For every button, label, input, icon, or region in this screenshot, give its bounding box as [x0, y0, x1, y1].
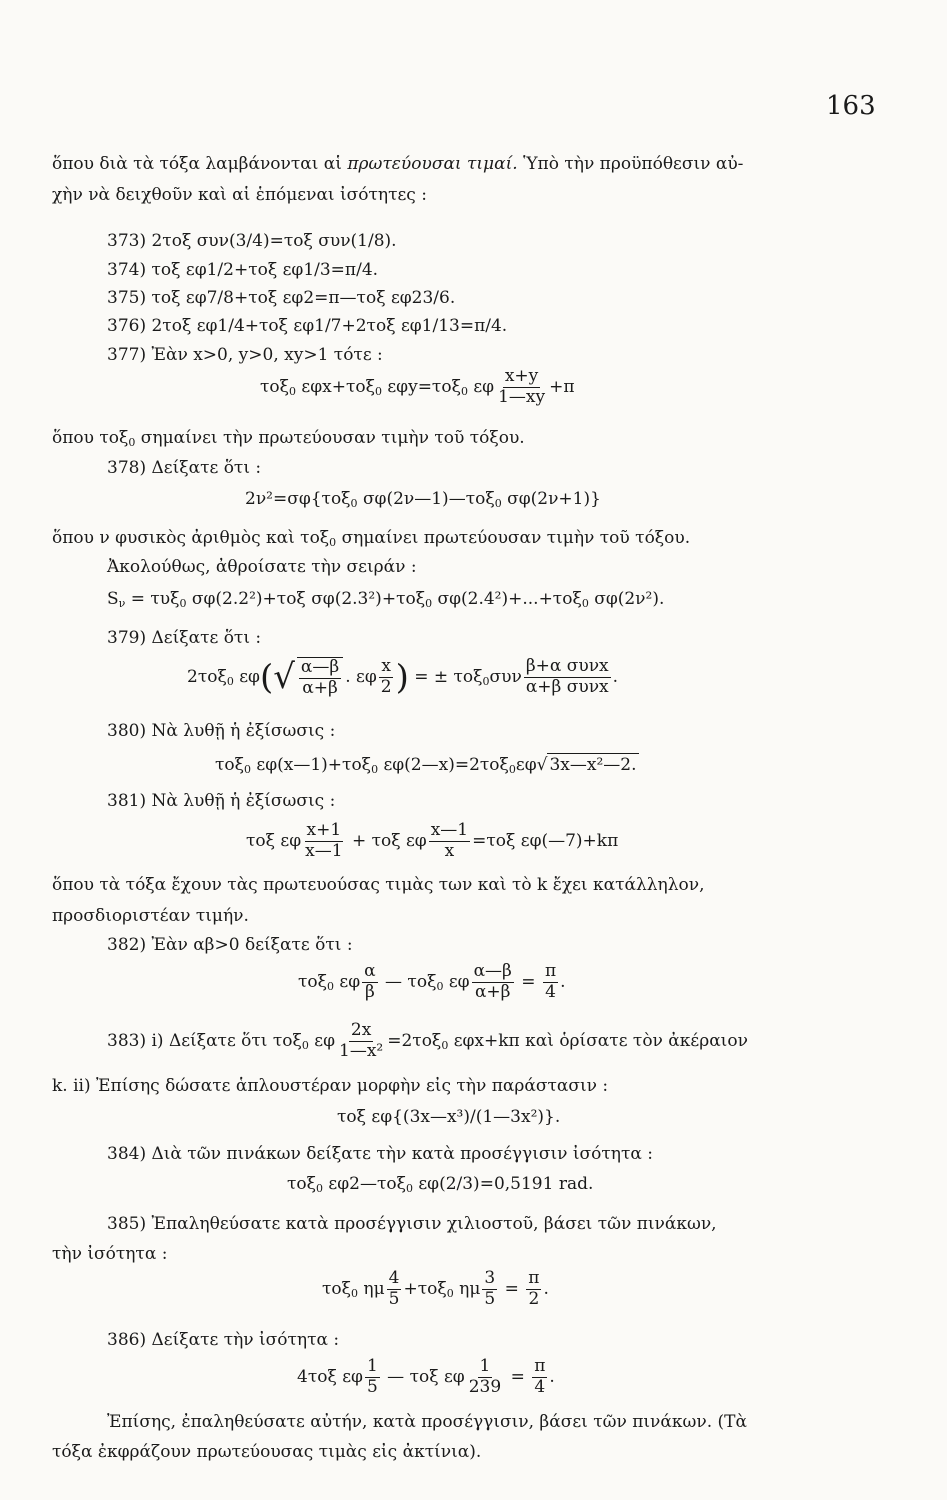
subscript-zero: 0 [371, 763, 379, 776]
numerator: β+α συνx [525, 656, 609, 676]
eq-text: = [510, 1366, 525, 1387]
text: σημαίνει τὴν πρωτεύουσαν τιμὴν τοῦ τόξου. [140, 428, 525, 448]
line-381b: ὅπου τὰ τόξα ἔχουν τὰς πρωτευούσας τιμὰς των καὶ τὸ k ἔχει κατάλληλον, [52, 875, 705, 895]
intro-line-1-text: ὅπου διὰ τὰ τόξα λαμβάνονται αἱ [52, 154, 342, 174]
denominator: 5 [484, 1288, 496, 1309]
eq-text: 4τοξ εφ [297, 1366, 363, 1387]
denominator: 5 [388, 1288, 400, 1309]
line-385b: τὴν ἰσότητα : [52, 1244, 168, 1264]
equation-385 [322, 1270, 549, 1309]
eq-text: τοξ [215, 755, 245, 775]
eq-text: + τοξ εφ [351, 830, 427, 851]
subscript-zero: 0 [289, 384, 297, 398]
denominator: 2 [380, 676, 392, 697]
exercise-382: 382) Ἐὰν αβ>0 δείξατε ὅτι : [107, 935, 353, 955]
equation-382 [298, 963, 566, 1002]
line-383b: k. ii) Ἐπίσης δώσατε ἁπλουστέραν μορφὴν εἰς τὴν παράστασιν : [52, 1076, 609, 1096]
equation-379 [187, 657, 618, 698]
subscript-zero: 0 [508, 763, 516, 776]
exercise-379: 379) Δείξατε ὅτι : [107, 628, 262, 648]
eq-text: . [612, 666, 619, 687]
exercise-380: 380) Νὰ λυθῇ ἡ ἐξίσωσις : [107, 721, 336, 741]
numerator: π [534, 1356, 546, 1376]
subscript-zero: 0 [329, 536, 337, 549]
exercise-381: 381) Νὰ λυθῇ ἡ ἐξίσωσις : [107, 791, 336, 811]
line-386b: Ἐπίσης, ἐπαληθεύσατε αὐτήν, κατὰ προσέγγισιν, βάσει τῶν πινάκων. (Τὰ [107, 1412, 747, 1432]
subscript-zero: 0 [441, 1038, 449, 1052]
numerator: α [364, 961, 376, 981]
exercise-374: 374) τοξ εφ1/2+τοξ εφ1/3=π/4. [107, 260, 379, 280]
eq-text: σφ(2ν+1)} [507, 489, 601, 509]
eq-text: εφ [239, 666, 260, 687]
numerator: x—1 [430, 820, 469, 840]
equation-378 [245, 491, 601, 509]
eq-text: ημ [363, 1278, 385, 1299]
exercise-376: 376) 2τοξ εφ1/4+τοξ εφ1/7+2τοξ εφ1/13=π/4. [107, 316, 508, 336]
subscript-zero: 0 [179, 597, 187, 610]
exercise-384: 384) Διὰ τῶν πινάκων δείξατε τὴν κατὰ προσέγγισιν ἰσότητα : [107, 1144, 654, 1164]
square-root [273, 657, 345, 698]
subscript-zero: 0 [374, 384, 382, 398]
right-paren: ) [395, 657, 409, 698]
fraction [482, 1270, 497, 1309]
exercise-378: 378) Δείξατε ὅτι : [107, 458, 262, 478]
radical-sign: √ [536, 755, 548, 775]
equation-380 [215, 757, 639, 775]
text: σημαίνει πρωτεύουσαν τιμὴν τοῦ τόξου. [341, 528, 691, 548]
fraction [543, 963, 558, 1002]
equation-386 [297, 1358, 555, 1397]
eq-text: τοξ [260, 376, 290, 397]
denominator: α+β [302, 677, 338, 698]
subscript: ν [118, 597, 126, 610]
exercise-373: 373) 2τοξ συν(3/4)=τοξ συν(1/8). [107, 231, 397, 251]
eq-text: 383) i) Δείξατε ὅτι τοξ [107, 1030, 302, 1051]
eq-text: εφx+τοξ [301, 376, 375, 397]
fraction [362, 963, 377, 1002]
eq-text: σφ(2ν—1)—τοξ [362, 489, 495, 509]
eq-text: . [560, 971, 566, 992]
numerator: α—β [300, 657, 340, 677]
exercise-385: 385) Ἐπαληθεύσατε κατὰ προσέγγισιν χιλιοστοῦ, βάσει τῶν πινάκων, [107, 1214, 717, 1234]
eq-text: συν [489, 666, 522, 687]
denominator: 4 [545, 981, 556, 1002]
fraction [526, 1270, 541, 1309]
exercise-383 [107, 1022, 748, 1061]
fraction [524, 658, 611, 697]
eq-text: = [504, 1278, 519, 1299]
subscript-zero: 0 [581, 597, 589, 610]
denominator: x [444, 840, 455, 861]
numerator: π [544, 961, 557, 981]
subscript-zero: 0 [494, 497, 502, 510]
radicand: 3x—x²—2. [549, 755, 637, 775]
eq-text: εφ [473, 376, 495, 397]
equation-377 [260, 368, 575, 407]
exercise-386: 386) Δείξατε τὴν ἰσότητα : [107, 1330, 340, 1350]
subscript-zero: 0 [436, 979, 444, 993]
eq-text: 2ν²=σφ{τοξ [245, 489, 351, 509]
eq-text: . [549, 1366, 555, 1387]
exercise-375: 375) τοξ εφ7/8+τοξ εφ2=π—τοξ εφ23/6. [107, 288, 456, 308]
line-378c: Ἀκολούθως, ἀθροίσατε τὴν σειράν : [107, 557, 417, 577]
eq-text: = ± τοξ [414, 666, 483, 687]
radical-sign: √ [273, 657, 295, 698]
intro-line-1 [52, 156, 743, 173]
fraction [496, 368, 547, 407]
denominator: 4 [534, 1376, 546, 1397]
series-378 [107, 591, 664, 609]
eq-text: εφx+kπ καὶ ὁρίσατε τὸν ἀκέραιον [453, 1030, 748, 1051]
text: ὅπου ν φυσικὸς ἀριθμὸς καὶ τοξ [52, 528, 330, 548]
numerator: 1 [479, 1356, 491, 1376]
fraction [303, 822, 344, 861]
subscript-zero: 0 [460, 384, 468, 398]
fraction [467, 1358, 503, 1397]
eq-text: +π [549, 376, 575, 397]
numerator: π [528, 1268, 540, 1288]
eq-text: τοξ [298, 971, 328, 992]
eq-text: εφ(x—1)+τοξ [256, 755, 372, 775]
eq-text: εφ(2—x)=2τοξ [383, 755, 509, 775]
eq-text: = [521, 971, 536, 992]
eq-text: εφ [448, 971, 470, 992]
line-378b [52, 530, 690, 548]
equation-384 [287, 1176, 593, 1194]
eq-text: S [107, 589, 119, 609]
eq-text: ημ [459, 1278, 481, 1299]
eq-text: εφ [339, 971, 361, 992]
line-381c: προσδιοριστέαν τιμήν. [52, 906, 249, 926]
equation-381 [246, 822, 618, 861]
eq-text: =τοξ εφ(—7)+kπ [472, 830, 619, 851]
intro-line-1-end: Ὑπὸ τὴν προϋπόθεσιν αὐ- [523, 154, 744, 174]
denominator: 239 [468, 1376, 502, 1397]
fraction [379, 658, 394, 697]
eq-text: . εφ [345, 666, 377, 687]
numerator: 3 [484, 1268, 496, 1288]
eq-text: . [543, 1278, 549, 1299]
fraction [472, 963, 514, 1002]
fraction [429, 822, 470, 861]
text: ὅπου τοξ [52, 428, 129, 448]
numerator: x [381, 656, 391, 676]
eq-text: σφ(2.4²)+...+τοξ [437, 589, 582, 609]
exercise-377: 377) Ἐὰν x>0, y>0, xy>1 τότε : [107, 345, 383, 365]
eq-text: σφ(2.2²)+τοξ σφ(2.3²)+τοξ [191, 589, 426, 609]
subscript-zero: 0 [327, 979, 335, 993]
denominator: α+β συνx [525, 676, 609, 697]
eq-text: εφ [515, 755, 537, 775]
eq-text: 2τοξ [187, 666, 227, 687]
denominator: 2 [528, 1288, 540, 1309]
eq-text: εφ [314, 1030, 336, 1051]
eq-text: τοξ εφ [246, 830, 302, 851]
intro-line-1-italic: πρωτεύουσαι τιμαί. [347, 154, 518, 174]
denominator: 1—xy [498, 386, 546, 407]
subscript-zero: 0 [128, 436, 136, 449]
eq-text: σφ(2ν²). [594, 589, 665, 609]
line-377b [52, 430, 525, 448]
page-number: 163 [826, 91, 876, 121]
denominator: 5 [366, 1376, 378, 1397]
numerator: α—β [473, 961, 512, 981]
numerator: 4 [388, 1268, 400, 1288]
subscript-zero: 0 [351, 1286, 359, 1300]
fraction [337, 1022, 385, 1061]
subscript-zero: 0 [226, 674, 234, 688]
denominator: α+β [474, 981, 511, 1002]
eq-text: τοξ [287, 1174, 317, 1194]
intro-line-2: χὴν νὰ δειχθοῦν καὶ αἱ ἑπόμεναι ἰσότητες : [52, 185, 427, 205]
numerator: 2x [350, 1020, 372, 1040]
subscript-zero: 0 [350, 497, 358, 510]
fraction [387, 1270, 402, 1309]
eq-text: +τοξ [403, 1278, 447, 1299]
eq-text: = τυξ [130, 589, 180, 609]
denominator: x—1 [305, 840, 343, 861]
numerator: x+y [504, 366, 539, 386]
eq-text: — τοξ εφ [387, 1366, 465, 1387]
subscript-zero: 0 [301, 1038, 309, 1052]
subscript-zero: 0 [316, 1182, 324, 1195]
denominator: β [364, 981, 375, 1002]
denominator: 1—x² [339, 1040, 384, 1061]
left-paren: ( [259, 657, 274, 698]
fraction [365, 1358, 380, 1397]
eq-text: εφy=τοξ [387, 376, 461, 397]
eq-text: εφ(2/3)=0,5191 rad. [418, 1174, 594, 1194]
subscript-zero: 0 [482, 674, 490, 688]
eq-text: =2τοξ [387, 1030, 442, 1051]
numerator: 1 [366, 1356, 378, 1376]
subscript-zero: 0 [446, 1286, 454, 1300]
eq-text: — τοξ [385, 971, 437, 992]
subscript-zero: 0 [425, 597, 433, 610]
fraction [532, 1358, 547, 1397]
subscript-zero: 0 [405, 1182, 413, 1195]
eq-text: τοξ [322, 1278, 352, 1299]
fraction [297, 657, 343, 698]
numerator: x+1 [306, 820, 342, 840]
equation-383: τοξ εφ{(3x—x³)/(1—3x²)}. [337, 1107, 561, 1127]
eq-text: εφ2—τοξ [328, 1174, 406, 1194]
line-386c: τόξα ἐκφράζουν πρωτεύουσας τιμὰς εἰς ἀκτίνια). [52, 1442, 482, 1462]
subscript-zero: 0 [244, 763, 252, 776]
